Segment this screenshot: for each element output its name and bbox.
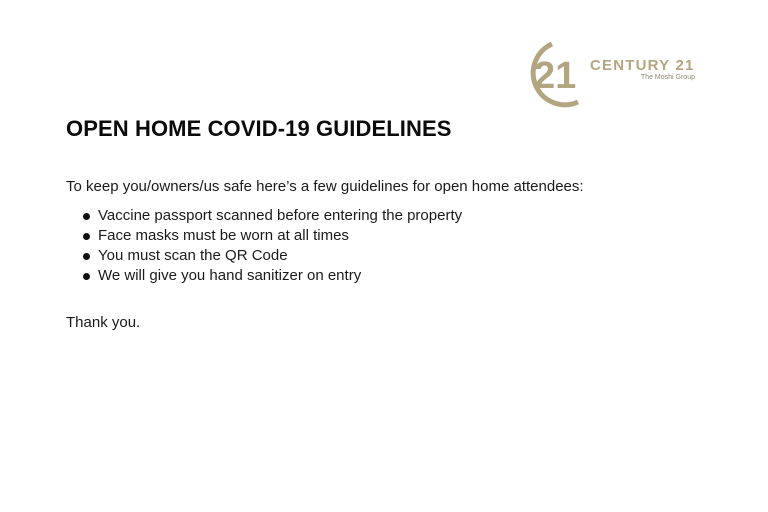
bullet-icon	[83, 213, 90, 220]
logo-wordmark	[590, 58, 710, 82]
logo-mark-number: 21	[534, 55, 577, 97]
century21-seal-icon	[510, 38, 582, 110]
list-item	[80, 206, 462, 226]
list-item	[80, 226, 462, 246]
century21-logo	[510, 38, 710, 110]
list-item-text: You must scan the QR Code	[98, 247, 288, 264]
guidelines-list	[80, 206, 462, 286]
list-item-text: We will give you hand sanitizer on entry	[98, 267, 362, 284]
list-item-text: Vaccine passport scanned before entering the property	[98, 207, 463, 224]
list-item	[80, 246, 462, 266]
intro-paragraph: To keep you/owners/us safe here’s a few guidelines for open home attendees:	[66, 178, 584, 195]
closing-text: Thank you.	[66, 314, 141, 331]
logo-brand-name: CENTURY 21	[590, 57, 695, 74]
bullet-icon	[83, 233, 90, 240]
bullet-icon	[83, 273, 90, 280]
list-item-text: Face masks must be worn at all times	[98, 227, 349, 244]
page-title: OPEN HOME COVID-19 GUIDELINES	[66, 116, 452, 141]
logo-office-name: The Moshi Group	[640, 74, 695, 81]
list-item	[80, 266, 462, 286]
bullet-icon	[83, 253, 90, 260]
